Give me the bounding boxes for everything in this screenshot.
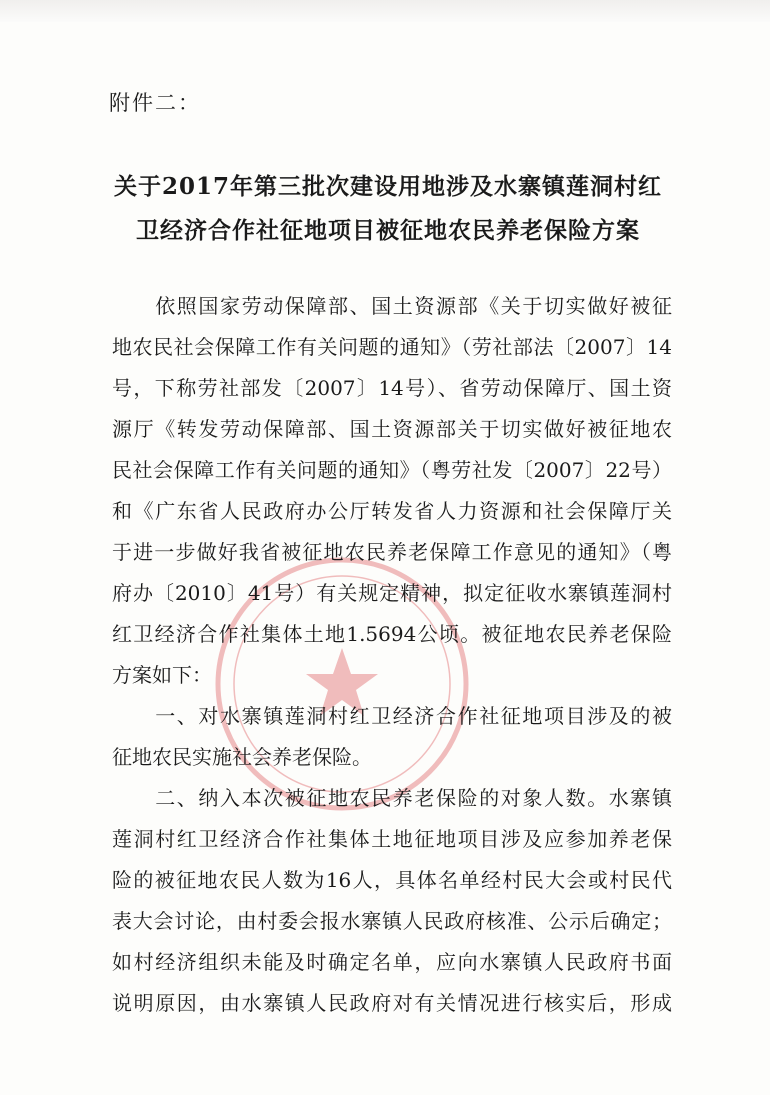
- body-line: 于进一步做好我省被征地农民养老保障工作意见的通知》（粤: [112, 540, 672, 564]
- document-title: [88, 165, 688, 253]
- body-line: 征地农民实施社会养老保险。: [112, 745, 372, 769]
- body-line: 地农民社会保障工作有关问题的通知》（劳社部法〔2007〕14: [112, 335, 672, 359]
- body-line: 依照国家劳动保障部、国土资源部《关于切实做好被征: [112, 294, 672, 318]
- body-line: 号，下称劳社部发〔2007〕14号）、省劳动保障厅、国土资: [112, 376, 672, 400]
- title-line-2: 卫经济合作社征地项目被征地农民养老保险方案: [136, 217, 640, 244]
- document-body: [112, 286, 672, 1024]
- body-line: 一、对水寨镇莲洞村红卫经济合作社征地项目涉及的被: [112, 704, 672, 728]
- body-line: 二、纳入本次被征地农民养老保险的对象人数。水寨镇: [112, 786, 672, 810]
- body-line: 和《广东省人民政府办公厅转发省人力资源和社会保障厅关: [112, 499, 672, 523]
- scan-edge: [0, 0, 770, 22]
- body-line: 民社会保障工作有关问题的通知》（粤劳社发〔2007〕22号）: [112, 458, 672, 482]
- body-line: 说明原因，由水寨镇人民政府对有关情况进行核实后，形成: [112, 991, 672, 1015]
- body-line: 莲洞村红卫经济合作社集体土地征地项目涉及应参加养老保: [112, 827, 672, 851]
- body-line: 红卫经济合作社集体土地1.5694公顷。被征地农民养老保险: [112, 622, 672, 646]
- attachment-label: 附件二：: [109, 91, 201, 115]
- body-line: 方案如下：: [112, 663, 212, 687]
- body-line: 源厅《转发劳动保障部、国土资源部关于切实做好被征地农: [112, 417, 672, 441]
- body-line: 表大会讨论，由村委会报水寨镇人民政府核准、公示后确定；: [112, 909, 672, 933]
- body-line: 府办〔2010〕41号）有关规定精神，拟定征收水寨镇莲洞村: [112, 581, 672, 605]
- body-line: 险的被征地农民人数为16人，具体名单经村民大会或村民代: [112, 868, 672, 892]
- body-line: 如村经济组织未能及时确定名单，应向水寨镇人民政府书面: [112, 950, 672, 974]
- title-line-1: 关于2017年第三批次建设用地涉及水寨镇莲洞村红: [113, 173, 662, 200]
